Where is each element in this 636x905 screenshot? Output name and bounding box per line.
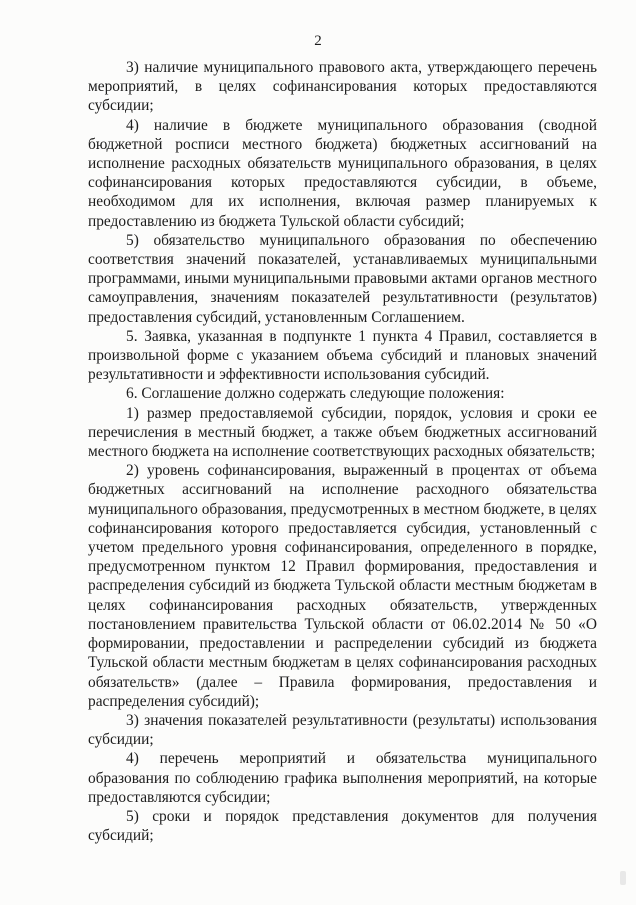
paragraph-subitem-5-deadlines: 5) сроки и порядок представления документов для получения субсидий; (88, 807, 597, 845)
paragraph-point-5-application: 5. Заявка, указанная в подпункте 1 пункта 4 Правил, составляется в произвольной форме с указанием объема субсидий и плановых значений результативности и эффективности использования субсидий. (88, 327, 597, 384)
paragraph-subitem-2-cofinancing-level: 2) уровень софинансирования, выраженный в процентах от объема бюджетных ассигнований на исполнение расходного обязательства муниципального образования, предусмотренных в местном бюджете, в целях софинансирования которого предоставляется субсидия, установленный с учетом предельного уровня софинансирования, определенного в порядке, предусмотренном пунктом 12 Правил формирования, предоставления и распределения субсидий из бюджета Тульской области местным бюджетам в целях софинансирования расходных обязательств, утвержденных постановлением правительства Тульской области от 06.02.2014 № 50 «О формировании, предоставлении и распределении субсидий из бюджета Тульской области местным бюджетам в целях софинансирования расходных обязательств» (далее – Правила формирования, предоставления и распределения субсидий); (88, 462, 597, 710)
paragraph-item-3-municipal-act: 3) наличие муниципального правового акта, утверждающего перечень мероприятий, в целях софинансирования которых предоставляются субсидии; (88, 59, 597, 115)
document-body (88, 58, 597, 845)
scan-artifact (620, 871, 626, 885)
paragraph-subitem-3-indicators: 3) значения показателей результативности (результаты) использования субсидии; (88, 711, 597, 749)
paragraph-subitem-4-activities: 4) перечень мероприятий и обязательства муниципального образования по соблюдению графика выполнения мероприятий, на которые предоставляются субсидии; (88, 750, 597, 806)
paragraph-item-4-budget-allocations: 4) наличие в бюджете муниципального образования (сводной бюджетной росписи местного бюджета) бюджетных ассигнований на исполнение расходных обязательств муниципального образования, в целях софинансирования которых предоставляются субсидии, в объеме, необходимом для их исполнения, включая размер планируемых к предоставлению из бюджета Тульской области субсидий; (88, 116, 597, 230)
paragraph-subitem-1-subsidy-amount: 1) размер предоставляемой субсидии, порядок, условия и сроки ее перечисления в местный бюджет, а также объем бюджетных ассигнований местного бюджета на исполнение соответствующих расходных обязательств; (88, 404, 597, 461)
paragraph-point-6-agreement: 6. Соглашение должно содержать следующие положения: (126, 385, 505, 403)
paragraph-item-5-obligation: 5) обязательство муниципального образования по обеспечению соответствия значений показателей, устанавливаемых муниципальными программами, иными муниципальными правовыми актами органов местного самоуправления, значениям показателей результативности (результатов) предоставления субсидий, установленным Соглашением. (88, 231, 597, 326)
page-number: 2 (314, 33, 322, 49)
